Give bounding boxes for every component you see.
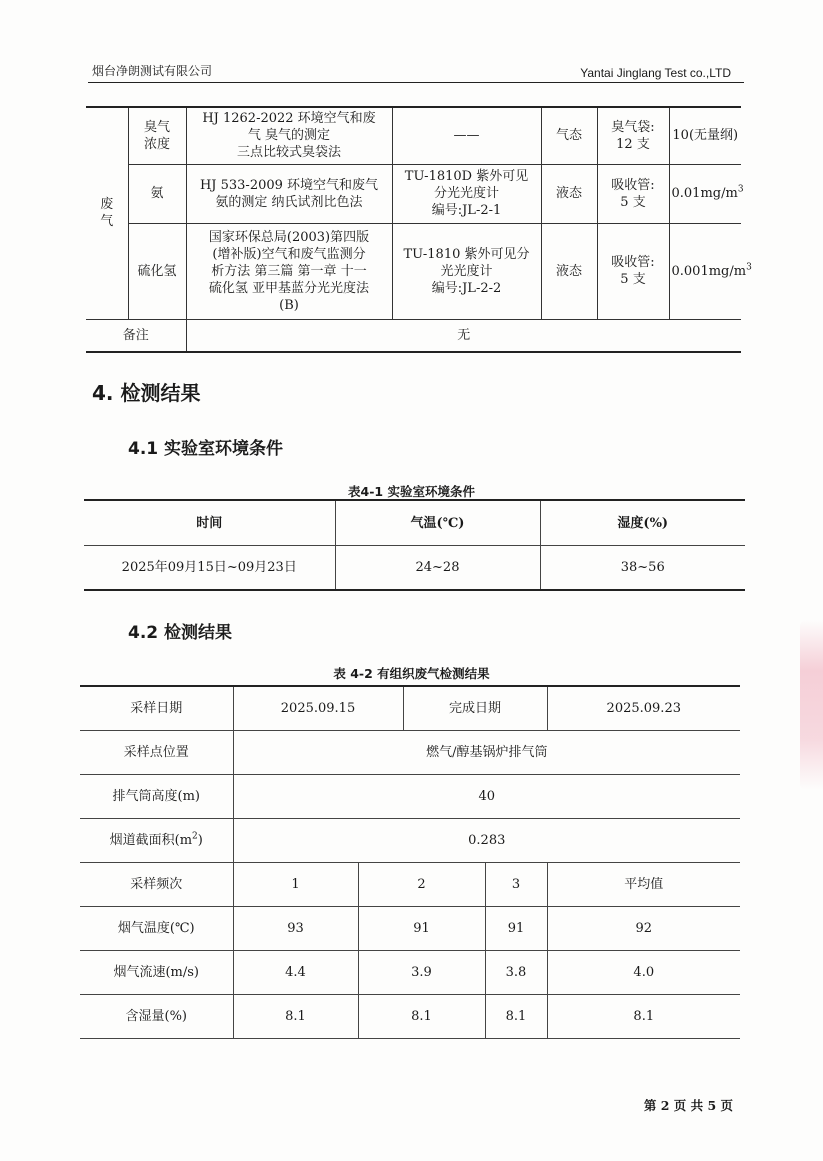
table-row <box>80 863 740 907</box>
instrument-cell: TU-1810D 紫外可见 分光光度计 编号:JL-2-1 <box>392 164 541 223</box>
table-cell: 2 <box>358 863 485 907</box>
state-cell: 液态 <box>541 164 597 223</box>
table-cell: 3.9 <box>358 951 485 995</box>
method-table <box>86 106 752 353</box>
table-row <box>80 995 740 1039</box>
limit-value: 0.01mg/m <box>671 186 738 201</box>
label-cell: 采样点位置 <box>80 731 233 775</box>
table-cell: 91 <box>485 907 547 951</box>
table-cell: 92 <box>547 907 740 951</box>
section-title: 4. 检测结果 <box>92 381 201 405</box>
item-cell: 臭气 浓度 <box>128 107 186 164</box>
limit-cell <box>669 164 744 223</box>
table-cell: 燃气/醇基锅炉排气筒 <box>233 731 740 775</box>
table-header-row <box>84 500 745 546</box>
table-row <box>80 819 740 863</box>
category-cell: 废 气 <box>86 107 128 319</box>
limit-sup: 3 <box>746 262 752 273</box>
table-row <box>84 546 745 591</box>
label-cell: 采样日期 <box>80 686 233 731</box>
table-cell: 38~56 <box>540 546 745 591</box>
table-cell: 24~28 <box>335 546 540 591</box>
method-cell: HJ 533-2009 环境空气和废气 氨的测定 纳氏试剂比色法 <box>186 164 392 223</box>
remark-label: 备注 <box>86 319 186 352</box>
label-cell: 烟气流速(m/s) <box>80 951 233 995</box>
limit-sup: 3 <box>737 184 744 195</box>
table-row <box>86 319 741 352</box>
table-cell: 8.1 <box>485 995 547 1039</box>
table-cell: 2025.09.15 <box>233 686 403 731</box>
subsection-title: 4.1 实验室环境条件 <box>128 439 284 459</box>
method-cell: 国家环保总局(2003)第四版 (增补版)空气和废气监测分 析方法 第三篇 第一章 十一 硫化氢 亚甲基蓝分光光度法 (B) <box>186 223 392 319</box>
header-company-en: Yantai Jinglang Test co.,LTD <box>580 66 731 80</box>
table-cell: 1 <box>233 863 358 907</box>
table-cell: 4.4 <box>233 951 358 995</box>
table-row <box>86 107 741 164</box>
container-cell: 吸收管: 5 支 <box>597 164 669 223</box>
table-row <box>80 775 740 819</box>
table-row <box>86 164 741 223</box>
area-label-text: 烟道截面积(m <box>109 833 193 848</box>
label-cell <box>80 819 233 863</box>
limit-value: 10(无量纲) <box>672 128 739 144</box>
subsection-title: 4.2 检测结果 <box>128 623 233 643</box>
table-cell: 8.1 <box>233 995 358 1039</box>
state-cell: 气态 <box>541 107 597 164</box>
table-cell: 8.1 <box>358 995 485 1039</box>
label-cell: 排气筒高度(m) <box>80 775 233 819</box>
method-cell: HJ 1262-2022 环境空气和废 气 臭气的测定 三点比较式臭袋法 <box>186 107 392 164</box>
label-cell: 完成日期 <box>403 686 547 731</box>
exhaust-results-table <box>80 685 740 1039</box>
table-row <box>80 951 740 995</box>
table-cell: 4.0 <box>547 951 740 995</box>
limit-cell <box>669 107 741 164</box>
seal-stamp <box>800 620 823 790</box>
label-cell: 含湿量(%) <box>80 995 233 1039</box>
page-number: 第 2 页 共 5 页 <box>643 1098 733 1113</box>
table-row <box>86 223 741 319</box>
limit-value: 0.001mg/m <box>671 263 747 279</box>
item-cell: 氨 <box>128 164 186 223</box>
table-cell: 2025.09.23 <box>547 686 740 731</box>
table-caption: 表 4-2 有组织废气检测结果 <box>333 666 490 681</box>
instrument-cell: TU-1810 紫外可见分 光光度计 编号:JL-2-2 <box>392 223 541 319</box>
item-cell: 硫化氢 <box>128 223 186 319</box>
table-row <box>80 907 740 951</box>
container-cell: 吸收管: 5 支 <box>597 223 669 319</box>
table-cell: 0.283 <box>233 819 740 863</box>
table-row <box>80 731 740 775</box>
table-cell: 40 <box>233 775 740 819</box>
label-cell: 采样频次 <box>80 863 233 907</box>
header-cell: 时间 <box>84 500 335 546</box>
header-divider <box>88 82 744 83</box>
state-cell: 液态 <box>541 223 597 319</box>
table-cell: 91 <box>358 907 485 951</box>
table-caption: 表4-1 实验室环境条件 <box>348 484 475 499</box>
table-cell: 平均值 <box>547 863 740 907</box>
header-cell: 湿度(%) <box>540 500 745 546</box>
table-cell: 3.8 <box>485 951 547 995</box>
lab-conditions-table <box>84 499 745 591</box>
remark-value: 无 <box>186 319 741 352</box>
area-label-sup: 2 <box>192 831 198 842</box>
table-cell: 2025年09月15日~09月23日 <box>84 546 335 591</box>
table-row <box>80 686 740 731</box>
area-label-end: ) <box>197 833 203 848</box>
instrument-cell: —— <box>392 107 541 164</box>
table-cell: 8.1 <box>547 995 740 1039</box>
limit-cell <box>669 223 752 319</box>
label-cell: 烟气温度(℃) <box>80 907 233 951</box>
header-cell: 气温(℃) <box>335 500 540 546</box>
header-company-cn: 烟台净朗测试有限公司 <box>92 64 213 78</box>
table-cell: 93 <box>233 907 358 951</box>
container-cell: 臭气袋: 12 支 <box>597 107 669 164</box>
table-cell: 3 <box>485 863 547 907</box>
